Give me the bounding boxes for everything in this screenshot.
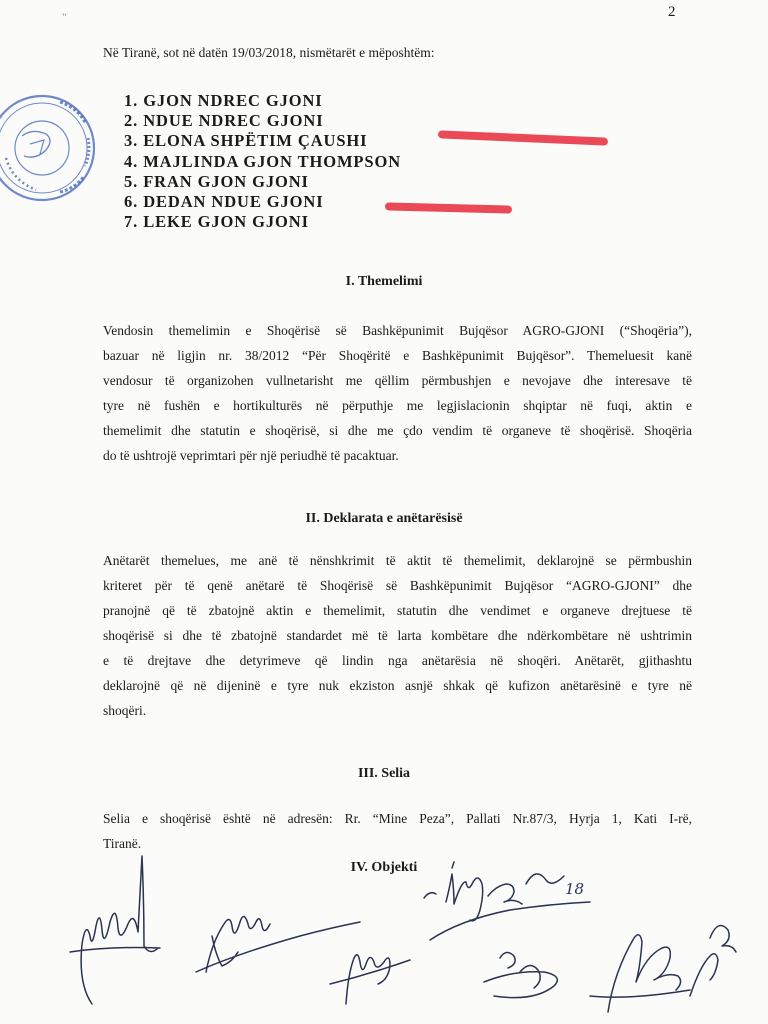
intro-line: Në Tiranë, sot në datën 19/03/2018, nismëtarët e mëposhtëm: <box>103 45 435 60</box>
paragraph-line: Anëtarët themelues, me anë të nënshkrimit të aktit të themelimit, deklarojnë se përmbushin <box>103 553 692 568</box>
paragraph-line: Vendosin themelimin e Shoqërisë së Bashkëpunimit Bujqësor AGRO-GJONI (“Shoqëria”), <box>103 323 692 338</box>
corner-mark: " <box>62 10 67 24</box>
section-title-deklarata: II. Deklarata e anëtarësisë <box>305 511 463 526</box>
paragraph-line: do të ushtrojë veprimtari për një periudhë të pacaktuar. <box>103 448 399 463</box>
section-title-selia: III. Selia <box>357 766 411 781</box>
paragraph-line: vendosur të organizohen vullnetarisht me qëllim përmbushjen e nevojave dhe interesave të <box>103 373 692 388</box>
list-item <box>124 91 401 111</box>
paragraph-line: e të drejtave dhe detyrimeve që lindin nga anëtarësia në shoqëri. Anëtarët, gjithashtu <box>103 653 692 668</box>
list-item <box>124 212 401 232</box>
list-item <box>124 131 401 151</box>
paragraph-line: pranojnë që të zbatojnë aktin e themelimit, statutin dhe vendimet e organeve drejtuese të <box>103 603 692 618</box>
founders-list <box>124 91 401 232</box>
paragraph-line: shoqërisë si dhe të zbatojnë standardet më të larta kombëtare dhe ndërkombëtare në ushtrimin <box>103 628 692 643</box>
paragraph-themelimi <box>103 318 692 468</box>
paragraph-line: kriteret për të qenë anëtarë të Shoqërisë së Bashkëpunimit Bujqësor “AGRO-GJONI” dhe <box>103 578 692 593</box>
signatures-icon <box>0 848 768 1024</box>
section-title-objekti: IV. Objekti <box>350 860 418 875</box>
list-item <box>124 172 401 192</box>
paragraph-line: Selia e shoqërisë është në adresën: Rr. “Mine Peza”, Pallati Nr.87/3, Hyrja 1, Kati I-rë, <box>103 811 692 826</box>
official-stamp-icon <box>0 92 112 204</box>
founder-name: 7. LEKE GJON GJONI <box>124 212 309 232</box>
paragraph-line: shoqëri. <box>103 703 147 718</box>
list-item <box>124 111 401 131</box>
paragraph-line: deklarojnë që në dijeninë e tyre nuk ekziston asnjë shkak që kufizon anëtarësinë e tyre në <box>103 678 692 693</box>
paragraph-line: Tiranë. <box>103 836 142 851</box>
founder-name: 6. DEDAN NDUE GJONI <box>124 192 324 212</box>
founder-name: 2. NDUE NDREC GJONI <box>124 111 324 131</box>
founder-name: 4. MAJLINDA GJON THOMPSON <box>124 151 402 171</box>
page-number: 2 <box>668 4 676 20</box>
paragraph-deklarata <box>103 548 692 723</box>
founder-name: 3. ELONA SHPËTIM ÇAUSHI <box>124 131 368 151</box>
paragraph-line: themelimit dhe statutin e shoqërisë, si dhe me çdo vendim të organeve të shoqërisë. Shoqëria <box>103 423 692 438</box>
red-strike-mark <box>438 130 608 145</box>
founder-name: 1. GJON NDREC GJONI <box>124 91 323 110</box>
list-item <box>124 152 401 172</box>
signature-date: 18 <box>565 880 585 898</box>
list-item <box>124 192 401 212</box>
red-strike-mark <box>385 202 512 213</box>
section-title-themelimi: I. Themelimi <box>345 274 423 289</box>
paragraph-line: tyre në fushën e hortikulturës në përputhje me legjislacionin shqiptar në fuqi, aktin e <box>103 398 692 413</box>
paragraph-line: bazuar në ligjin nr. 38/2012 “Për Shoqëritë e Bashkëpunimit Bujqësor”. Themeluesit kanë <box>103 348 692 363</box>
founder-name: 5. FRAN GJON GJONI <box>124 171 309 191</box>
